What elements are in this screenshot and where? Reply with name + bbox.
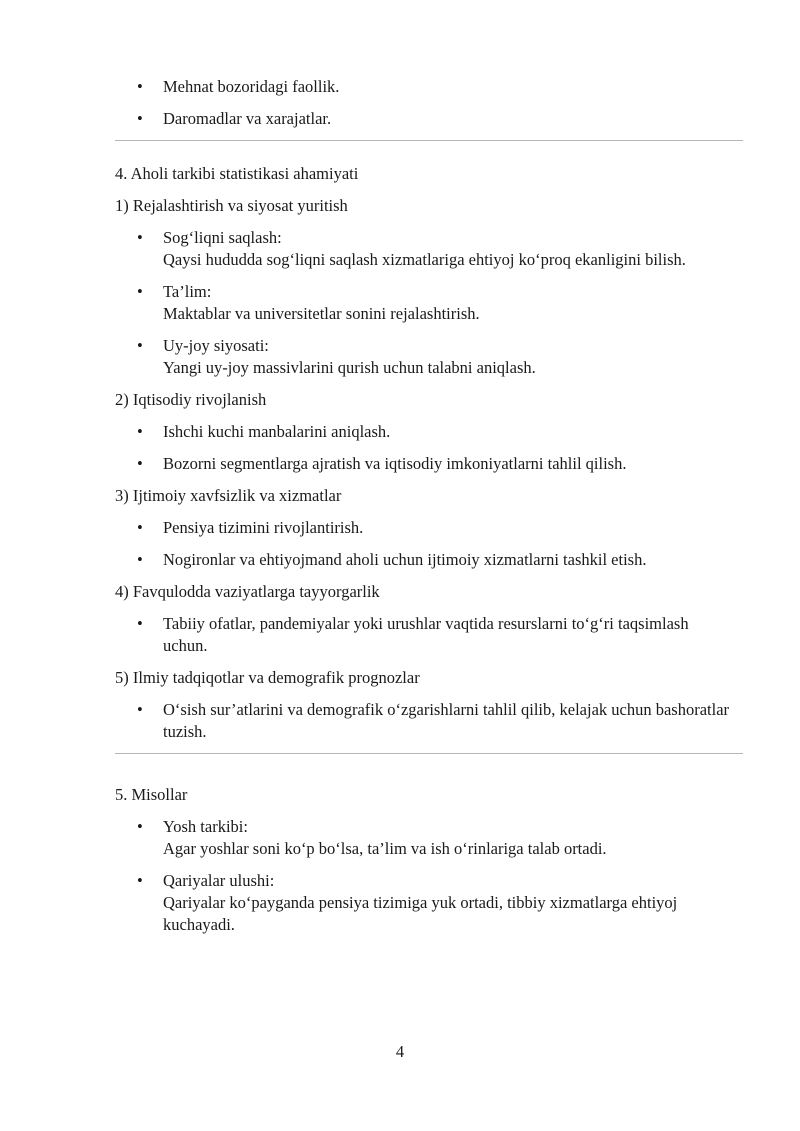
- subsection1-list: [115, 227, 743, 379]
- item-body: Qariyalar ko‘payganda pensiya tizimiga yuk ortadi, tibbiy xizmatlarga ehtiyoj kuchayadi.: [163, 893, 678, 934]
- item-body: Agar yoshlar soni ko‘p bo‘lsa, ta’lim va ish o‘rinlariga talab ortadi.: [163, 839, 607, 858]
- section4-title: 4. Aholi tarkibi statistikasi ahamiyati: [115, 164, 359, 183]
- item-heading: • Yosh tarkibi:: [163, 817, 248, 836]
- subsection2-list: [115, 421, 743, 475]
- item-body: Qaysi hududda sog‘liqni saqlash xizmatlariga ehtiyoj ko‘proq ekanligini bilish.: [163, 250, 686, 269]
- list-item: • O‘sish sur’atlarini va demografik o‘zgarishlarni tahlil qilib, kelajak uchun bashoratlar tuzish.: [115, 699, 743, 743]
- subsection-title: 5) Ilmiy tadqiqotlar va demografik prognozlar: [115, 668, 420, 687]
- list-item: • Ishchi kuchi manbalarini aniqlash.: [115, 421, 743, 443]
- subsection-title: 1) Rejalashtirish va siyosat yuritish: [115, 196, 348, 215]
- item-heading: • Sog‘liqni saqlash:: [163, 228, 282, 247]
- item-heading: • Ta’lim:: [163, 282, 212, 301]
- section3-tail-list: [115, 76, 743, 130]
- list-item: • Nogironlar va ehtiyojmand aholi uchun ijtimoiy xizmatlarni tashkil etish.: [115, 549, 743, 571]
- subsection-title: 4) Favqulodda vaziyatlarga tayyorgarlik: [115, 582, 380, 601]
- subsection-title: 2) Iqtisodiy rivojlanish: [115, 390, 267, 409]
- list-item: • Bozorni segmentlarga ajratish va iqtisodiy imkoniyatlarni tahlil qilish.: [115, 453, 743, 475]
- list-item: • Daromadlar va xarajatlar.: [115, 108, 743, 130]
- subsection4-list: [115, 613, 743, 657]
- subsection-title: 3) Ijtimoiy xavfsizlik va xizmatlar: [115, 486, 342, 505]
- item-heading: • Qariyalar ulushi:: [163, 871, 275, 890]
- subsection3-list: [115, 517, 743, 571]
- section-divider: [115, 140, 743, 141]
- list-item: [115, 816, 743, 860]
- list-item: [115, 281, 743, 325]
- list-item: [115, 227, 743, 271]
- page-number: 4: [395, 1042, 405, 1061]
- section-divider: [115, 753, 743, 754]
- item-body: Maktablar va universitetlar sonini rejalashtirish.: [163, 304, 480, 323]
- document-page: [115, 76, 743, 946]
- section5-title: 5. Misollar: [115, 785, 188, 804]
- list-item: [115, 335, 743, 379]
- list-item: • Tabiiy ofatlar, pandemiyalar yoki urushlar vaqtida resurslarni to‘g‘ri taqsimlash uchun.: [115, 613, 743, 657]
- list-item: [115, 870, 743, 936]
- section5-list: [115, 816, 743, 936]
- subsection5-list: [115, 699, 743, 743]
- item-body: Yangi uy-joy massivlarini qurish uchun talabni aniqlash.: [163, 358, 536, 377]
- list-item: • Pensiya tizimini rivojlantirish.: [115, 517, 743, 539]
- item-heading: • Uy-joy siyosati:: [163, 336, 269, 355]
- list-item: • Mehnat bozoridagi faollik.: [115, 76, 743, 98]
